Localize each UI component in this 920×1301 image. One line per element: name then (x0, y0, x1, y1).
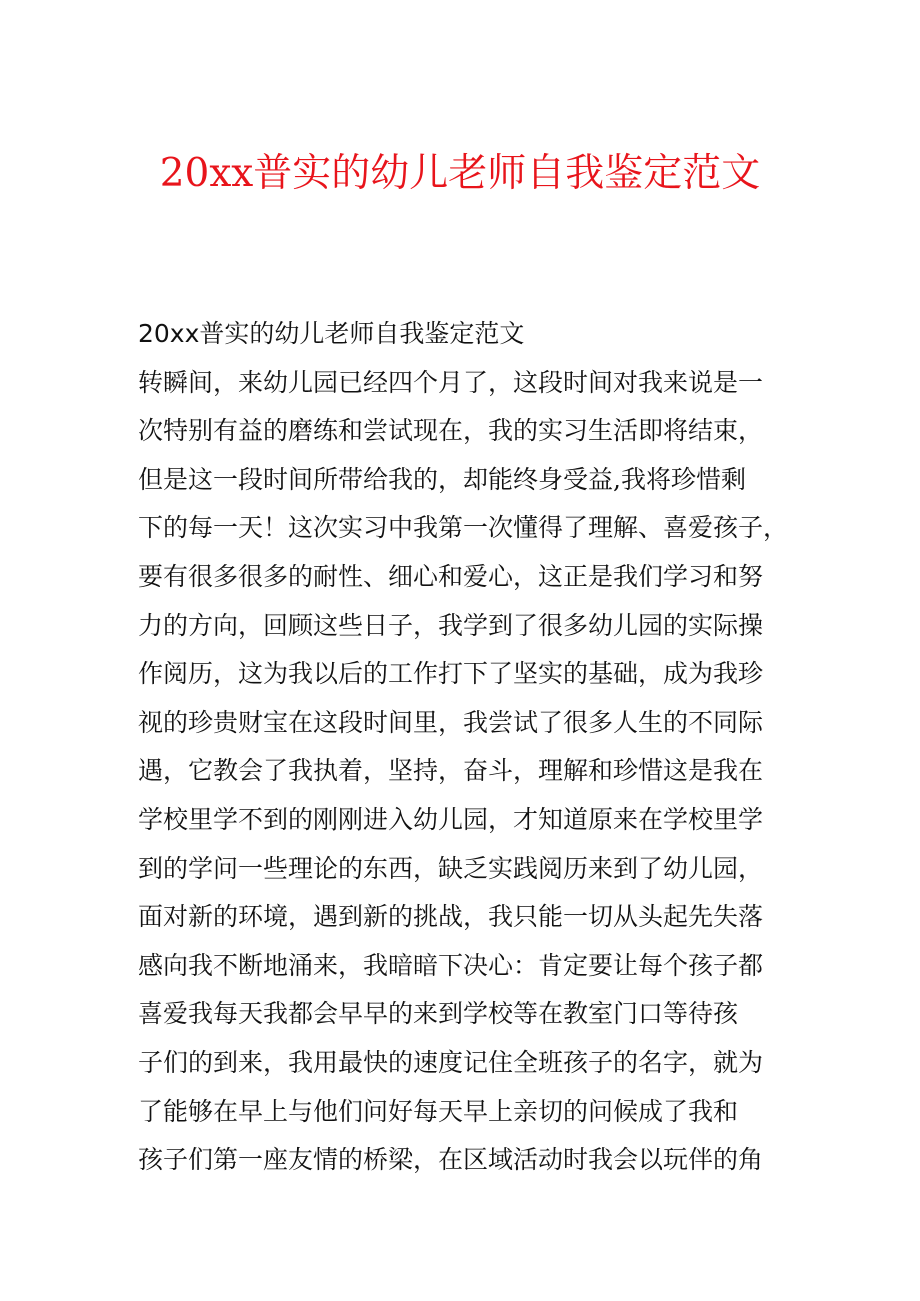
paragraph-line: 学校里学不到的刚刚进入幼儿园，才知道原来在学校里学 (138, 804, 764, 834)
paragraph-line: 视的珍贵财宝在这段时间里，我尝试了很多人生的不同际 (138, 707, 764, 737)
paragraph-line: 面对新的环境，遇到新的挑战，我只能一切从头起先失落 (138, 902, 764, 932)
paragraph-line: 转瞬间，来幼儿园已经四个月了，这段时间对我来说是一 (138, 367, 764, 397)
paragraph-line: 到的学问一些理论的东西，缺乏实践阅历来到了幼儿园， (138, 853, 764, 883)
paragraph-line: 要有很多很多的耐性、细心和爱心，这正是我们学习和努 (138, 561, 764, 591)
paragraph-line: 喜爱我每天我都会早早的来到学校等在教室门口等待孩 (138, 999, 739, 1029)
paragraph-line: 次特别有益的磨练和尝试现在，我的实习生活即将结束， (138, 416, 764, 446)
paragraph-line: 力的方向，回顾这些日子，我学到了很多幼儿园的实际操 (138, 610, 764, 640)
paragraph-line: 感向我不断地涌来，我暗暗下决心：肯定要让每个孩子都 (138, 950, 764, 980)
paragraph-line: 了能够在早上与他们问好每天早上亲切的问候成了我和 (138, 1096, 739, 1126)
paragraph-line: 作阅历，这为我以后的工作打下了坚实的基础，成为我珍 (138, 659, 764, 689)
document-heading: 20xx普实的幼儿老师自我鉴定范文 (138, 319, 525, 348)
document-title: 20xx普实的幼儿老师自我鉴定范文 (159, 151, 761, 196)
paragraph-line: 但是这一段时间所带给我的，却能终身受益,我将珍惜剩 (138, 464, 746, 494)
paragraph-line: 下的每一天！这次实习中我第一次懂得了理解、喜爱孩子， (138, 513, 789, 543)
document-body (138, 310, 788, 1185)
paragraph-line: 孩子们第一座友情的桥梁，在区域活动时我会以玩伴的角 (138, 1145, 764, 1175)
paragraph-line: 子们的到来，我用最快的速度记住全班孩子的名字，就为 (138, 1047, 764, 1077)
paragraph-line: 遇，它教会了我执着，坚持，奋斗，理解和珍惜这是我在 (138, 756, 764, 786)
